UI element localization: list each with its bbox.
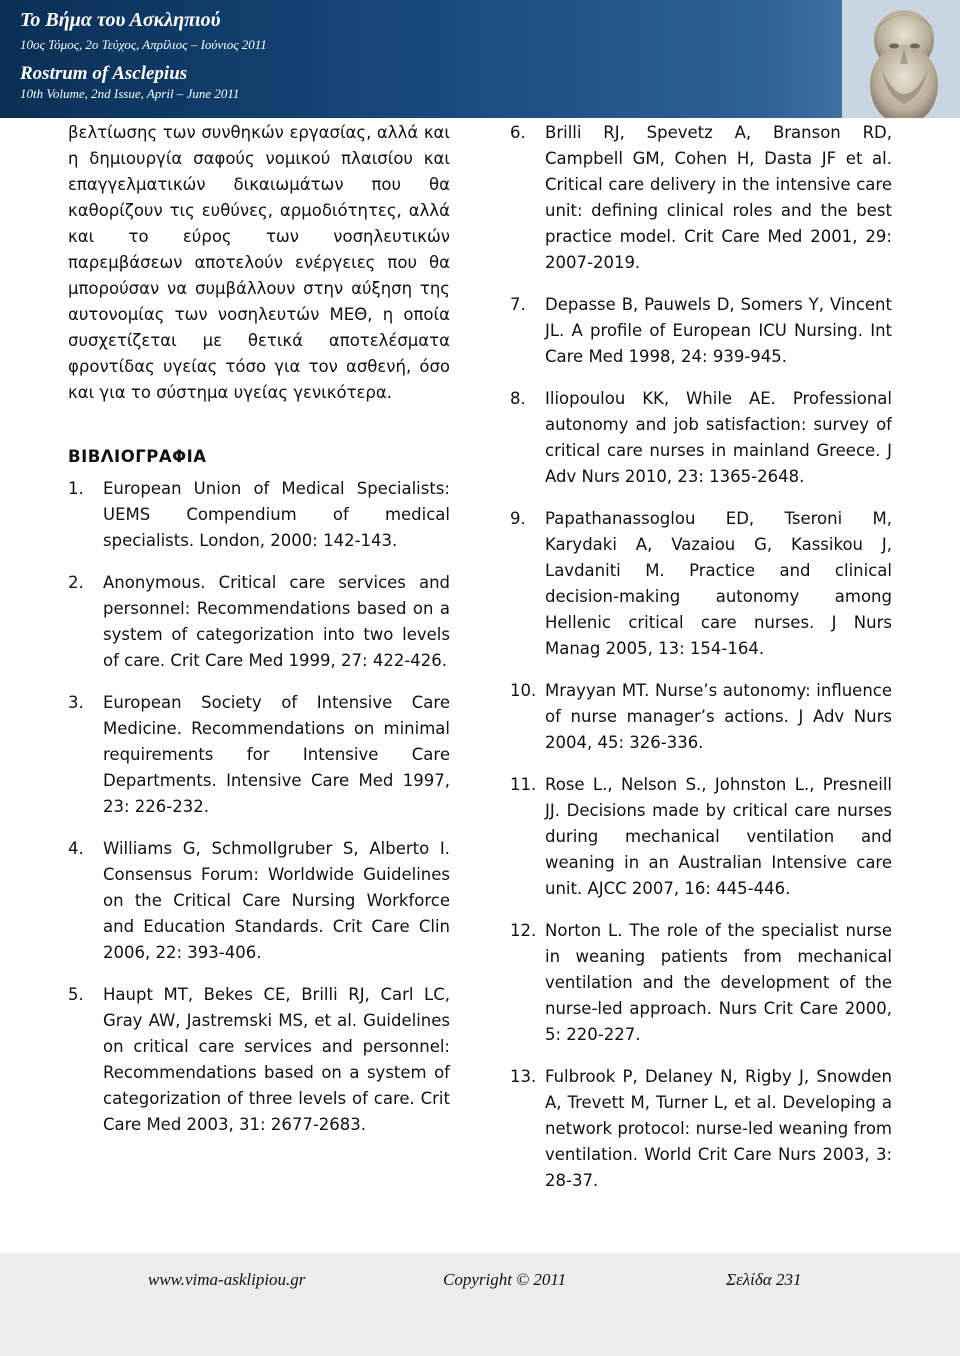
reference-number: 9.: [510, 509, 526, 528]
reference-number: 12.: [510, 921, 537, 940]
journal-title-greek: Το Βήμα του Ασκληπιού: [20, 9, 221, 31]
reference-number: 4.: [68, 839, 84, 858]
reference-item: [510, 386, 892, 490]
issue-info-greek: 10ος Τόμος, 2ο Τεύχος, Απρίλιος – Ιούνιος 2011: [20, 37, 267, 52]
reference-item: [68, 836, 450, 966]
page-number: Σελίδα 231: [726, 1270, 802, 1289]
reference-text: Anonymous. Critical care services and personnel: Recommendations based on a system of categorization into two levels of care. Crit Care Med 1999, 27: 422-426.: [103, 573, 450, 670]
reference-item: [68, 570, 450, 674]
journal-title-english: Rostrum of Asclepius: [20, 63, 188, 84]
reference-number: 13.: [510, 1067, 537, 1086]
reference-item: [68, 476, 450, 554]
reference-text: Rose L., Nelson S., Johnston L., Presneill JJ. Decisions made by critical care nurses during mechanical ventilation and weaning in an Australian Intensive care unit. AJCC 2007, 16: 445-446.: [545, 775, 892, 898]
reference-text: Williams G, SchmoIlgruber S, Alberto I. Consensus Forum: Worldwide Guidelines on the Critical Care Nursing Workforce and Education Standards. Crit Care Clin 2006, 22: 393-406.: [103, 839, 450, 962]
reference-item: [68, 982, 450, 1138]
references-heading: ΒΙΒΛΙΟΓΡΑΦΙΑ: [68, 447, 207, 466]
reference-text: Depasse B, Pauwels D, Somers Y, Vincent JL. A profile of European ICU Nursing. Int Care Med 1998, 24: 939-945.: [545, 295, 892, 366]
right-column: [510, 120, 892, 1194]
reference-item: [510, 506, 892, 662]
reference-item: [510, 1064, 892, 1194]
reference-item: [510, 292, 892, 370]
journal-header: [0, 0, 960, 118]
reference-number: 5.: [68, 985, 84, 1004]
reference-number: 8.: [510, 389, 526, 408]
reference-text: European Union of Medical Specialists: UEMS Compendium of medical specialists. London, 2000: 142-143.: [103, 479, 450, 550]
reference-item: [510, 918, 892, 1048]
reference-text: Fulbrook P, Delaney N, Rigby J, Snowden A, Trevett M, Turner L, et al. Developing a network protocol: nurse-led weaning from ventilation. World Crit Care Nurs 2003, 3: 28-37.: [545, 1067, 892, 1190]
reference-text: Iliopoulou KK, While AE. Professional autonomy and job satisfaction: survey of critical care nurses in mainland Greece. J Adv Nurs 2010, 23: 1365-2648.: [545, 389, 892, 486]
reference-text: Brilli RJ, Spevetz A, Branson RD, Campbell GM, Cohen H, Dasta JF et al. Critical care delivery in the intensive care unit: defining clinical roles and the best practice model. Crit Care Med 2001, 29: 2007-2019.: [545, 123, 892, 272]
reference-item: [510, 772, 892, 902]
website-url: www.vima-asklipiou.gr: [148, 1270, 306, 1289]
reference-text: Haupt MT, Bekes CE, Brilli RJ, Carl LC, Gray AW, Jastremski MS, et al. Guidelines on critical care services and personnel: Recommendations based on a system of categorization of three levels of care. Crit Care Med 2003, 31: 2677-2683.: [103, 985, 450, 1134]
copyright-notice: Copyright © 2011: [443, 1270, 567, 1289]
reference-text: Mrayyan MT. Nurse’s autonomy: influence of nurse manager’s actions. J Adv Nurs 2004, 45: 326-336.: [545, 681, 892, 752]
conclusion-paragraph: βελτίωσης των συνθηκών εργασίας, αλλά και η δημιουργία σαφούς νομικού πλαισίου και επαγγελματικών δικαιωμάτων που θα καθορίζουν τις ευθύνες, αρμοδιότητες, αλλά και το εύρος των νοσηλευτικών παρεμβάσεων αποτελούν ενέργειες που θα μπορούσαν να συμβάλλουν στην αύξηση της αυτονομίας των νοσηλευτών ΜΕΘ, η οποία συσχετίζεται με θετικά αποτελέσματα φροντίδας υγείας τόσο για τον ασθενή, όσο και για το σύστημα υγείας γενικότερα.: [68, 123, 450, 402]
reference-number: 3.: [68, 693, 84, 712]
left-column: [68, 120, 450, 1138]
reference-number: 2.: [68, 573, 84, 592]
reference-item: [68, 690, 450, 820]
reference-number: 11.: [510, 775, 537, 794]
reference-text: Papathanassoglou ED, Tseroni M, Karydaki A, Vazaiou G, Kassikou J, Lavdaniti M. Practice and clinical decision-making autonomy among Hellenic critical care nurses. J Nurs Manag 2005, 13: 154-164.: [545, 509, 892, 658]
reference-item: [510, 678, 892, 756]
reference-text: European Society of Intensive Care Medicine. Recommendations on minimal requirements for Intensive Care Departments. Intensive Care Med 1997, 23: 226-232.: [103, 693, 450, 816]
reference-number: 10.: [510, 681, 537, 700]
asclepius-bust-image: [842, 0, 960, 118]
reference-item: [510, 120, 892, 276]
page-footer: [0, 1253, 960, 1356]
reference-number: 6.: [510, 123, 526, 142]
issue-info-english: 10th Volume, 2nd Issue, April – June 2011: [20, 86, 240, 101]
reference-text: Norton L. The role of the specialist nurse in weaning patients from mechanical ventilation and the development of the nurse-led approach. Nurs Crit Care 2000, 5: 220-227.: [545, 921, 892, 1044]
reference-number: 7.: [510, 295, 526, 314]
reference-number: 1.: [68, 479, 84, 498]
